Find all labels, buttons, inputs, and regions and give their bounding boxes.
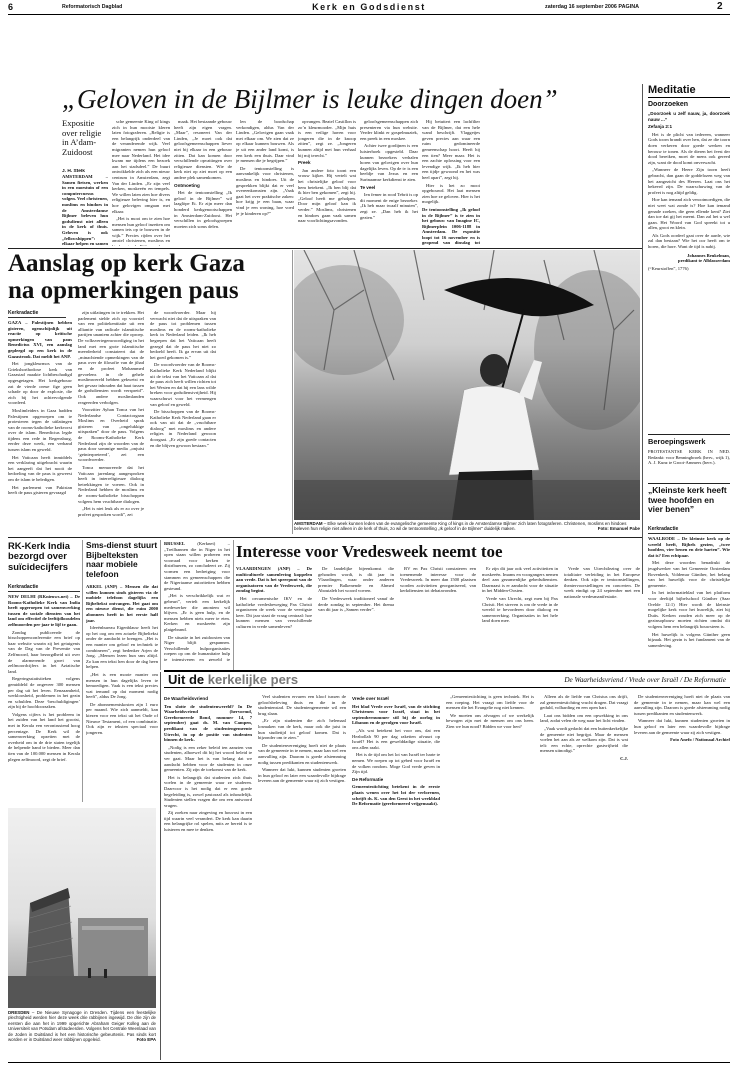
vredesweek-text-6: Er zijn dit jaar ook veel activiteiten in moskeeën. Imams en voorgangers nemen deel aan gezamenlijke gebedsdiensten. Daarnaast is er aandacht voor de situatie in het Midden-Oosten. — [482, 566, 558, 594]
meditatie-author-role: predikant te Alblasserdam — [678, 258, 730, 264]
meditatie-subtitle: Doorzoeken — [648, 101, 689, 108]
vredesweek-col-3 — [400, 566, 476, 666]
kleine-kerk-rule — [648, 483, 730, 484]
brussel-label: BRUSSEL — [164, 541, 185, 546]
header-rule — [8, 14, 730, 15]
gaza-headline-line2: na opmerkingen paus — [8, 277, 239, 304]
kerkelijke-pers-col-6 — [634, 694, 730, 1060]
row3-divider-1 — [82, 540, 83, 802]
dresden-synagogue-photo — [8, 808, 156, 1008]
photo-ground — [294, 480, 640, 520]
row3-divider-3 — [233, 540, 234, 670]
lead-column-4 — [236, 119, 294, 246]
kerkelijke-pers-lead-2: Het blad Vrede over Israël, van de stichting Christenen voor Israël, staat in het septembernummer stil bij de oorlog in Libanon en de gevolgen voor Israël. — [352, 703, 440, 726]
gaza-text-2: zijn uitlatingen in te trekken. Het parlement stelde zich op voorstel van een politiekentitatie uit een alliantie van radicale islamitische partijen unaniem achter die oproep. De volksvertegenwoordiging in het land met een grote islamitische meerderheid constateert dat de „minachtende opmerkingen van de paus over de filosofie van de jihad en de profeet Mohammed gevoelens in de gehele moslimwereld hebben gekwetst en het gevaar inhouden dat haat tussen de godsdiensten wordt verspreid”. Ook andere moslimlanden reageerden verbolgen. — [78, 310, 144, 405]
gaza-kicker: Kerkradactie — [8, 310, 66, 318]
beroeping-title: Beroepingswerk — [648, 437, 706, 446]
kerkelijke-pers-divider — [160, 672, 161, 1060]
brussel-text-1 — [164, 541, 230, 591]
rk-kerk-body — [8, 594, 80, 802]
photo-foliage-left — [294, 265, 404, 375]
bijlmer-photo-illustration — [294, 250, 640, 520]
lead-text-5: opvangen. Beatel Castillon is zo’n kleurmooder. „Mijn huis is een veilige haven voor jongeren die in de knoop zitten”, zegt ze. „Jongeren kunnen altijd met hun verhaal bij mij terecht.” — [298, 119, 356, 158]
vredesweek-text-5: BV en Pax Christi constateren een toenemende interesse voor de Vredesweek. In meer dan 1500 plaatsen worden activiteiten georganiseerd, van kerkdiensten tot debatavonden. — [400, 566, 476, 594]
bijlmer-photo-credit: Foto: Emanuel Pabe — [597, 526, 640, 532]
header-page: 2 — [717, 1, 723, 12]
bijlmer-caption-location: AMSTERDAM — [294, 521, 323, 526]
kerkelijke-pers-text-6: De studentenvereniging hoeft niet de plaats van de gemeente in te nemen, maar kan wel een aanvulling zijn. Daarom is goede afstemming nodig tussen predikanten en studentenwerk. — [258, 742, 346, 765]
gaza-text-1b: Het jongkleurmos van de Griekshorthodoxe kerk van Gazastad maakte lichtbeschadigd opgesgetagen. Het kerkgebouw zat de vierde oreue fige geen schade op door de explosie, die zich bij het achtervolgende voordeed. — [8, 361, 72, 406]
rk-kerk-lede: NEW DELHI (RKnieuws.net) – De Rooms-Katholieke Kerk van India heeft opgeroepen tot samenwerking tussen de sociale diensten van het land om effectief de leeftijdloosdelen zelfmoorden per jaar te lijf te gaan. — [8, 594, 80, 627]
kerkelijke-pers-text-12: Alleen als de liefde van Christus ons drijft, zal gemeentestichting vrucht dragen. Dat vraagt geduld, volharding en een open hart. — [540, 694, 628, 711]
kerkelijke-pers-lead-3: Gemeentestichting betekent in de eerste plaats wenen over het lot der verlorenen, schrijft ds. K. van den Geest in het weekblad De Reformatie (gereformeerd vrijgemaakt). — [352, 784, 440, 807]
lead-text-6c: Ien femer in rood Tebrit is op dit moment de enige bezoeker. „Ik heb maar twaalf minuten”, zegt ze. „Dan heb ik het gezien.” — [360, 192, 418, 220]
gaza-text-2c: Tonca memoreerde dat het Vaticaan jarenlang aangesproken heeft in interreligieuze dialoog betrekkingen te voeren. Ook in Nederland hebben de moslims en de rooms-katholieke bisschoppen volgens hem vruchtbare dialogen. — [78, 465, 144, 504]
lead-text-2: sche gemeente King of kings zich in hun mooiste kleren laten fotograferen. „Religie is een belangrijk onderdeel van de veranderende wijk. Veel migranten nemen hun geloof mee naar Nederland. Het idee kwam me tijdens een bezoek aan het stadsdeel.” De buurt ontwikkelde zich als een nieuw centrum in Amsterdam, zegt Van der Linden. „Er zijn veel kerken, moskeeën en tempels. We willen laten zien hoe divers religieuze beleving hier is, en hoe gelovigen omgaan met elkaar. — [112, 119, 170, 214]
kerkelijke-pers-photo-credit: Foto Anefo / Nationaal Archief — [670, 737, 730, 743]
lead-text-6b: Achter twee gordijnen is een luisterhoek opgesteld. Daar kunnen bezoekers verhalen horen van gelovigen over hun dagelijks leven. Op de tv is een beeldje van Jezus en een Surinaamse kerkdienst te zien. — [360, 143, 418, 182]
vredesweek-text-8: Vrede van Utrechtlezing over de totalitaire verleiding in het Europese denken. Ook zijn er tentoonstellingen, theatervoorstellingen en concerten. De week eindigt op 24 september met een nationale vredesmanifestatie. — [564, 566, 640, 599]
bijlmer-caption-text: – Elke week kunnen leden van de evangelische gemeente King of kings in de Amsterdamse Bijlmer zich laten fotograferen. Christenen, moslims en hindoes beleven hun religie niet alleen in de kerk of thuis, zo wil de tentoonstelling „Ik geloof in de Bijlmer” duidelijk maken. — [294, 521, 627, 532]
pedestrian-1 — [88, 968, 91, 978]
meditatie-text-4: Als Gods oordeel gaat over de aarde, wie zal dan bestaan? Wie het oor heeft om te horen, die hore. Want de tijd is nabij. — [648, 232, 730, 250]
gaza-headline — [8, 250, 290, 306]
kerkelijke-pers-lead-1: Ten slotte de studentenwereld? In De Waarheidsvriend (hervormd, Gereformeerde Bond, nummer 14, 7 september) gaat ds. M. van Campen, predikant van de studentengemeente Utrecht, in op de positie van studenten binnen de kerk. — [164, 703, 252, 743]
vredesweek-text-2: Het oecumenische IKV en de katholieke vredesbeweging Pax Christi organiseren de week voor de veertigste keer. Dit jaar staat de vraag centraal: hoe kunnen mensen van verschillende culturen in vrede samenleven? — [236, 595, 312, 629]
meditatie-source: (“Keurstoffen”, 1776) — [648, 265, 689, 271]
kerkelijke-pers-title-b: kerkelijke — [207, 672, 268, 687]
kerkelijke-pers-col-3 — [352, 694, 440, 1060]
pedestrian-2 — [104, 969, 107, 978]
beroeping-body: PROTESTANTSE KERK IN NED. Bedankt: voor Benningbroek (herv., wijk 1), A. J. Kunz te Groot-Ammers (herv.). — [648, 449, 730, 466]
lead-subhead-preek: Preek — [298, 160, 311, 166]
lead-text-4: len de boodschap verkondigen, aldus Van der Linden. „Gelovigen gaan vaak met elkaar om. We zien dat ze op elkaar kunnen bouwen. Als je uit een ander land komt, is een kerk een thuis. Daar vind je mensen die je begrijpen.” — [236, 119, 294, 164]
lead-lede: AMSTERDAM – Samen fietsen, werken in een moestuin of een computercursus volgen. Veel christenen, moslims en hindoes in de Amsterdamse Bijlmer beleven hun godsdienst niet alleen in de kerk of thuis. Geloven is ook „fellowshippen”: elkaar helpen en samen — [62, 174, 108, 246]
brussel-body — [164, 541, 230, 661]
kerkelijke-pers-text-10: „Gemeentestichting is geen techniek. Het is een roeping. Het vraagt om liefde voor de mensen die het Evangelie nog niet kennen. — [446, 694, 534, 711]
bijlmer-photo-caption — [294, 521, 640, 533]
footer-rule — [8, 1062, 730, 1063]
kerkelijke-pers-sources: De Waarheidsvriend / Vrede over Israël / De Reformatie — [564, 676, 726, 684]
bijlmer-photo — [294, 250, 640, 520]
vredesweek-text-4: De Vredesweek traditioneel vanaf de derde zondag in september. Het thema van dit jaar is „Samen verder”. — [318, 595, 394, 613]
meditatie-text-2: „Wanneer de Heere Zijn toorn heeft gebracht, dan gaan de goddelozen weg van het aangezicht des Heeren. Laat ons het bekeerd zijn. De waarschuwing van de profeet is nog altijd geldig. — [648, 167, 730, 195]
lead-subhead-teveel: Te veel — [360, 184, 376, 190]
gaza-text-2d: „Het is niet leuk als er zo over je profeet gesproken wordt”, zei — [78, 506, 144, 517]
kleine-kerk-body — [648, 536, 730, 660]
lead-text-6: geloofsgemeenschappen zich presenteren via hun website. Verder klinkt er gospelmuziek, een preek in een moskee. — [360, 119, 418, 141]
kerkelijke-pers-text-9: Het is de tijd om het lot van Israël ter harte te nemen. We roepen op tot gebed voor Israël en de volken rondom. Moge God vrede geven in Zijn tijd. — [352, 752, 440, 775]
sidebar-divider — [642, 84, 643, 594]
gaza-column-3 — [150, 310, 216, 525]
kerkelijke-pers-text-7: Wanneer dat lukt, kunnen studenten groeien in hun geloof en later een waardevolle bijdrage leveren aan de gemeente waar zij zich vestigen. — [258, 767, 346, 784]
gaza-text-3: de woordvoerder. Maar hij verwacht niet dat de uitspraken van de paus tot problemen tussen moslims en de rooms-katholieke kerk in Nederland leiden. „Ik heb begrepen dat het Vaticaan heeft gezegd dat de paus het niet zo bedoeld heeft. Ik ga ervan uit dat het goed gekomen is.” — [150, 310, 216, 360]
sms-text-3: „Het is een mooie manier om mensen in hun dagelijks leven te bemoedigen. Vaak is een tekst precies wat iemand op dat moment nodig heeft”, aldus De Jong. — [86, 671, 158, 700]
sms-text-4: De abonnementskosten zijn 1 euro per maand. Wie zich aanmeldt, kan kiezen voor een tekst uit het Oude of Nieuwe Testament, of een combinatie. Ook zijn er teksten speciaal voor jongeren. — [86, 701, 158, 735]
dresden-caption-location: DRESDEN — [8, 1010, 30, 1015]
brussel-text-3: De situatie in het zuidoosten van Niger blijft gespannen. Verschillende hulporganisaties roepen op om de humanitaire hulp te intensiveren en geweld te — [164, 634, 230, 661]
kerkelijke-pers-banner — [164, 670, 730, 688]
kerkelijke-pers-title-a: Uit de — [168, 672, 208, 687]
gaza-text-3c: De bisschoppen van de Rooms-Katholieke Kerk Nederland gaan er ook van uit dat de „vruchtbare dialoog” met moslims en andere religies in Nederland gewoon doorgaat. „Er zijn goede contacten en die blijven gewoon bestaan.” — [150, 409, 216, 448]
kerkelijke-pers-col-2 — [258, 694, 346, 1060]
photo-person-body — [449, 386, 539, 475]
lead-text-4b: De tentoonstelling is aanvankelijk voor christenen, moslims en hindoes. Uit de gesprekken blijkt dat er veel overeenkomsten zijn. „Vaak gaat het over praktische zaken: hoe krijg je een baan, waar vind je een woning, hoe voed je je kinderen op?” — [236, 165, 294, 216]
kleine-kerk-text-2: Met deze woorden benadrukt de jeugdwerker van het Gemeente Oosterdam Bovenkerk, Voldemar Günther, het belang van het huwelijk voor de christelijke gemeente. — [648, 560, 730, 588]
kerkelijke-pers-text-13: Laat ons bidden om een opwekking in ons land, zodat velen de weg naar het licht vinden. — [540, 712, 628, 724]
header-section: Kerk en Godsdienst — [312, 2, 426, 12]
lead-text-7b: Hier is het zo mooi opgebouwd. Het laat mensen zien hoe ze geloven. Hier is het mogelijk. — [422, 182, 480, 205]
vredesweek-col-1 — [236, 566, 312, 666]
kleine-kerk-text-3: In het informatieblad van het platform voor deeltijd bijbelschool Günther (Saar Orelde 12:1) Hier wordt de kleinste mogelijke kerk voor het huwelijk, ziet hij Duits. Kerken zouden zich meer op de gezinsopbouw moeten richten omdat dit volgens hem een belangrijk bouwsteen is. — [648, 590, 730, 629]
gaza-column-2 — [78, 310, 144, 525]
rk-kerk-text-3: Regeringsstatistieken volgens gemiddeld de ongeveer 300 mensen per dag uit het leven. Eenzaamheid, werkloosheid, problemen in het gezin en schulden. Deze ‘beschuldigingen’ zijn bij de hoofdoorzaken. — [8, 676, 80, 710]
kerkelijke-pers-col-1 — [164, 694, 252, 1060]
header-newspaper-name: Reformatorisch Dagblad — [62, 4, 123, 10]
kerkelijke-pers-title-c: pers — [267, 672, 299, 687]
sms-text-2: Ideeënbureau Eigenblauw heeft het op het oog om een actuele Bijbeltekst onder de aandacht te brengen. „Het is een manier om geloof en techniek te combineren”, zegt bedenker Arjen de Jong. „Mensen lezen hun sms altijd. Zo kan een tekst hen door de dag heen helpen. — [86, 625, 158, 670]
vredesweek-lede: VLAARDINGEN (ANP) – De multiculturele samenleving koppelen aan vrede. Dat is het speerpunt van de organisatoren van de Vredesweek, die zondag begint. — [236, 566, 312, 594]
sms-lede: ARKEL (ANP) – Mensen die dat willen kunnen sinds gisteren via de mobiele telefoon dagelijks een Bijbeltekst ontvangen. Het gaat om een nieuwe dienst, die ruim 2000 abonnees heeft in het eerste half jaar. — [86, 584, 158, 623]
lead-column-1 — [62, 174, 108, 246]
row3-rule — [8, 537, 642, 538]
brussel-text-2: „Het is verschrikkelijk wat er gebeurt”, vertelt een kerkelijk medewerker die anoniem wil blijven. „Er is geen hulp, en de mensen hebben niets meer te eten. Kerken en moskeeën zijn platgebrand. — [164, 593, 230, 632]
photo-umbrella-handle — [499, 310, 524, 400]
meditatie-author: Johannes Beukelman, — [687, 252, 730, 258]
lead-headline: „Geloven in de Bijlmer is leuke dingen doen” — [62, 84, 558, 114]
gaza-text-3b: De woordvoerder van de Rooms-Katholieke Kerk Nederland blijkt uit de tekst van het Vaticaan al dat de paus zich heeft willen richten tot het Westen en dat hij een lans wilde breken voor godsdienstvrijheid. Hij waarschuwt voor het vermengen van geloof en geweld. — [150, 362, 216, 407]
lead-byline: J. H. Stelk — [62, 169, 85, 174]
vredesweek-text-3: De landelijke bijeenkomst die gehouden wordt, is dit jaar in Vlaardingen, waar onder anderen premier Balkenende en Ahmed Aboutaleb het woord voeren. — [318, 566, 394, 594]
kerkelijke-pers-text-8: „Als wat betekent het voor ons, dat een Hezbollah 90 per dag raketten afvuurt op Israël? Het is een gewelddadige situatie, die ons allen raakt. — [352, 727, 440, 750]
kleine-kerk-headline: „Kleinste kerk heeft twee hoofden en vier benen” — [648, 486, 727, 515]
rk-kerk-text-4: Volgens cijfers is het probleem in het zuiden van het land het grootst, met in Kerala een verontrustend hoog percentage. De Kerk wil de samenwerking opzetten met de overheid om in de drie staten tegelijk de helpende hand te bieden. Meer dan tien van de 100.000 mensen in Kerala plegen zelfmoord, zegt de brief. — [8, 711, 80, 762]
dresden-photo-credit: Foto EPA — [136, 1037, 156, 1043]
kerkelijke-pers-sub-reformatie: De Reformatie — [352, 776, 384, 782]
rk-kerk-headline: RK-Kerk India bezorgd over suïcidecijfers — [8, 541, 70, 572]
dresden-caption — [8, 1010, 156, 1060]
kerkelijke-pers-title — [168, 672, 298, 688]
header-page-number: 6 — [8, 2, 14, 12]
gaza-column-1 — [8, 320, 72, 525]
lead-intro: Expositie over religie in A’dam-Zuidoost — [62, 119, 102, 157]
kleine-kerk-lede: WAALRODE – De kleinste kerk op de wereld heeft, Bijbels gezien, „twee hoofden, vier benen en drie harten”. Wie dat is? Een echtpaar. — [648, 536, 730, 558]
meditatie-text-1: Het is de plicht van iedereen, wanneer Gods toorn brandt over hen, dat ze die toorn doen verkeren door goede werken en berouw te tonen. Als de dieren het feest der dood bereiken, moet de mens ook gereed zijn, want de dood komt onverwacht. — [648, 131, 730, 165]
vredesweek-col-4 — [482, 566, 558, 666]
photo-person-head — [480, 354, 508, 386]
gaza-rule — [8, 248, 642, 249]
vredesweek-headline: Interesse voor Vredesweek neemt toe — [236, 542, 503, 561]
rk-kerk-text-2: Zondag publiceerde de bisschoppenconferentie een brief op haar website waarin zij het getuigenis van de Dag van de Preventie van Zelfmoord, haar bezorgdheid uit over de alarmerende groei van zelfmoordcijfers in het Aziatische land. — [8, 629, 80, 674]
sms-headline: Sms-dienst stuurt Bijbelteksten naar mobiele telefoon — [86, 541, 158, 579]
header-date: zaterdag 16 september 2006 PAGINA — [545, 4, 639, 10]
sms-body — [86, 584, 158, 802]
vredesweek-col-5 — [564, 566, 640, 666]
row3-divider-2 — [160, 540, 161, 670]
meditatie-body — [648, 111, 730, 429]
page-header — [0, 0, 738, 14]
meditatie-signature — [648, 253, 730, 264]
lead-text-5b: Jan andere foto toont een vrouw kijker. Hij vertelt wat het christelijke geloof voor hem betekent. „Ik ben blij dat ik hier ben gekomen”, zegt hij. „Geloof heeft me geholpen. Door mijn geloof kan ik verder.” Moslims, christenen en hindoes gaan vaak samen naar voorlichtingsavonden. — [298, 167, 356, 224]
gaza-text-2b: Voorzitter Ayhan Tonca van het Nederlandse Contactorgaan Moslims en Overheid sprak gisteren van „ongelukkige uitspraken” door de paus. Volgens de Rooms-Katholieke Kerk Nederland zijn de woorden van de paus door sommige media „onjuist ‘geïnterpreteerd’, zei een woordvoerder. — [78, 407, 144, 463]
kerkelijke-pers-text-11: We moeten ons afvragen of we werkelijk bewogen zijn met de mensen om ons heen. Zien we hun nood? Bidden we voor hen? — [446, 712, 534, 729]
gaza-lede: GAZA – Palestijnen hebben gisteren, ogenschijnlijk uit reactie op kritische opmerkingen van paus Benedictus XVI, een aanslag gepleegd op een kerk in de Gazastrook. Dat meldt het ANP. — [8, 320, 72, 359]
kerkelijke-pers-sub-vrede: Vrede over Israël — [352, 696, 389, 701]
street — [8, 976, 156, 1008]
kerkelijke-pers-text-3: Zij zoeken naar zingeving en houvast in een tijd waarin veel verandert. De kerk kan daarin een belangrijke rol spelen, mits ze bereid is te luisteren en mee te denken. — [164, 810, 252, 833]
kerkelijke-pers-col6-text: De studentenvereniging hoeft niet de plaats van de gemeente in te nemen, maar kan wel een aanvulling zijn. Daarom is goede afstemming nodig tussen predikanten en studentenwerk. — [634, 694, 730, 716]
kerkelijke-pers-text-2: Het is belangrijk dat studenten zich thuis voelen in de gemeente waar ze studeren. Daarvoor is het nodig dat er een goede begeleiding is, zowel pastoraal als inhoudelijk. Studenten stellen vragen die om een antwoord vragen. — [164, 774, 252, 808]
kerkelijke-pers-text-1: „Nodig is een zeker beleid ten aanzien van studenten, alhoewel dit bij het woord beleid te ver gaat. Maar het is van belang dat we aandacht hebben voor de studenten in onze gemeenten. Zij zijn de toekomst van de kerk. — [164, 744, 252, 773]
lead-column-6 — [360, 119, 418, 246]
kerkelijke-pers-sub-waarheidsvriend: De Waarheidsvriend — [164, 696, 208, 701]
kleine-kerk-text-4: Het huwelijk is volgens Günther geen bijzaak. Het gezin is het fundament van de samenleving. — [648, 631, 730, 648]
lead-subhead-ontmoeting: Ontmoeting — [174, 182, 200, 188]
lead-column-7 — [422, 119, 480, 246]
lead-column-3 — [174, 119, 232, 246]
lead-text-7: Hij betuttert een lachfilter van de Bijlmer, dat een hele wand beschrijft. Vlaggetjes geven precies aan waar een ruim gedomineerde gemeenschap hoort. Heeft hij een tien? Meer maar. Het is een zachte oplossing voor een levendige wijk. „Ik heb hier een tijdje gewoond en het was heel apart”, zegt hij. — [422, 119, 480, 180]
kerkelijke-pers-text-5: „Er zijn studenten die zich helemaal losmaken van de kerk, maar ook die juist in hun studietijd tot geloof komen. Dat is bijzonder om te zien.” — [258, 718, 346, 741]
kerkelijke-pers-col-5 — [540, 694, 628, 1060]
adjacent-building-windows — [82, 926, 144, 930]
kerkelijke-pers-col6-text-b: Wanneer dat lukt, kunnen studenten groeien in hun geloof en later een waardevolle bijdrage leveren aan de gemeente waar zij zich vestigen. — [634, 718, 730, 735]
vredesweek-col-2 — [318, 566, 394, 666]
gaza-text-1e: Het parlement van Pakistan heeft de paus gisteren gevraagd — [8, 484, 72, 496]
dresden-photo-illustration — [8, 808, 156, 1008]
lead-divider — [292, 250, 293, 534]
dresden-caption-text: – De Nieuwe Synagoge in Dresden. Tijdens een feestelijke plechtigheid werden hier deze week drie rabbijnen ingewijd. De drie zijn de eersten die aan het in 1999 opgerichte Abraham Geiger Kolleg aan de Universiteit van Potsdam afstudeerden. Volgens het Centrale Weenlaad van de Joden in Duitsland is het een historische gebeurtenis. Pas sinds kort worden er in Duitsland weer rabbijnen opgeleid. — [8, 1010, 156, 1043]
meditatie-title: Meditatie — [648, 84, 730, 98]
kleine-kerk-kicker: Kerkradactie — [648, 526, 730, 534]
lead-text-3: maak. Het bestaande gebouw heeft zijn eigen vragen. „Maar”, resoneert Van der Linden, „Je moet ook dat geloofsgemeenschappen liever niet bij elkaar in een gebouw zitten. Dat kan komen door verschillende opvattingen over religieuze diensten. Wie de kerk niet op ziet moet op een andere plek samenkomen. — [174, 119, 232, 180]
vredesweek-text-7: Vrede van Utrecht, zegt men bij Pax Christi. Het streven is om de vrede in de wereld te bevorderen door dialoog en samenwerking. Organisaties in het hele land doen mee. — [482, 595, 558, 624]
kerkelijke-pers-signature: C.J. — [620, 755, 628, 761]
beroeping-rule — [648, 434, 730, 435]
gaza-headline-line1: Aanslag op kerk Gaza — [8, 250, 245, 277]
lead-column-2 — [112, 119, 170, 246]
rk-kerk-kicker: Kerkradactie — [8, 584, 80, 592]
meditatie-text-3: Hoe kan iemand zich verootmoedigen, die niet weet wat zonde is? Hoe kan iemand genade zoeken, die geen ellende kent? Ziet dan toe dat gij het meent. Dan zal het u wel gaan. Het Woord van God spreekt tot u allen, groot en klein. — [648, 197, 730, 231]
gaza-text-1c: Moslimleiders in Gaza hadden Palestijnen opgeroepen om te protesteren tegen de uitlatingen van de rooms-katholieke kerkvorst over de islam. Benedictus legde tijdens een rede in Regensburg, eerder deze week, een verband tussen islam en geweld. — [8, 407, 72, 453]
meditatie-reference: Zefanja 2:1 — [648, 124, 672, 130]
kerkelijke-pers-text-14: „Vaak wordt gedacht dat een buitenkerkelijke de gemeente niet begrijpt. Maar de mensen voelen het aan als ze welkom zijn. Dat is wat telt: een echte, oprechte gastvrijheid die mensen uitnodigt.” — [540, 725, 628, 754]
kerkelijke-pers-col-4 — [446, 694, 534, 1060]
lead-text-3c: Het de tentoonstelling „Ik geloof in de Bijlmer” wil laaglöpe Et. Er zijn meer dan honderd kerkgenootschappen in Amsterdam-Zuidoost. Het verschillen in geloofsgroepen moeten zich soms delen. — [174, 190, 232, 229]
meditatie-quote: „Doorzoek u zelf nauw, ja, doorzoek nauw ...” — [648, 111, 730, 122]
lead-text-2b: „Het is mooi om te zien hoe mensen hun geloof inzetten om samen iets op te bouwen in de wijk.” Precies rijden over het amstel christenen, moslims en — [112, 216, 170, 244]
lead-column-5 — [298, 119, 356, 246]
kerkelijke-pers-text-4: Veel studenten ervaren een kloof tussen de geloofsbeleving thuis en die in de studentenstad. De studentengemeente wil een brug slaan. — [258, 694, 346, 716]
brussel-text-1-body: (Kerknet) – „Treilhannen die in Niger in het open staan willen proberen een voorraad voor kerken te distribueren, zo concludeert ze. Zij vormen een bedreiging voor stammen en gemeenschappen die de Nigeriaanse autoriteiten hebben gesteund. — [164, 541, 230, 591]
gaza-text-1d: Het Vaticaan heeft inmiddels een verklaring uitgebracht waarin het aangeeft dat het nooit de bedoeling van de paus is geweest om de islam te beledigen. — [8, 454, 72, 483]
lead-exhibition-info: De tentoonstelling „Ik geloof in de Bijlmer” is te zien in het gebouw van Imagine IC, Bijlmerplein 1006-1188 in Amsterdam. De expositie loopt tot 16 november en is geopend van dinsdag tot — [422, 206, 480, 246]
